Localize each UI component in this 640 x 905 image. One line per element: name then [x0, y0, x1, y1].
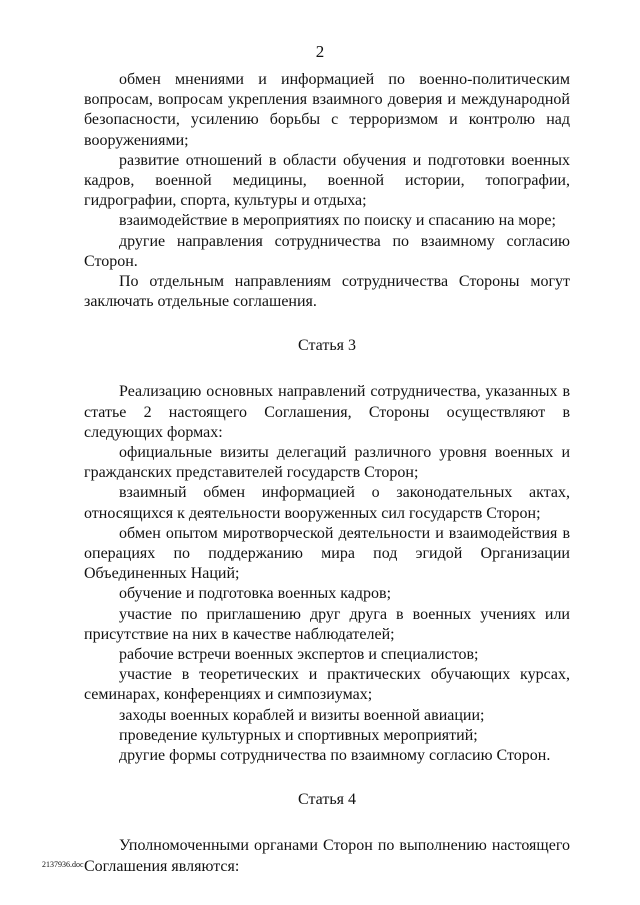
- paragraph: развитие отношений в области обучения и подготовки военных кадров, военной медицины, военной истории, топографии, гидрографии, спорта, культуры и отдыха;: [84, 151, 570, 210]
- paragraph: взаимный обмен информацией о законодательных актах, относящихся к деятельности вооруженных сил государств Сторон;: [84, 484, 570, 522]
- paragraph: рабочие встречи военных экспертов и специалистов;: [119, 646, 479, 664]
- paragraph: обмен мнениями и информацией по военно-политическим вопросам, вопросам укрепления взаимного доверия и международной безопасности, усилению борьбы с терроризмом и контролю над вооружениями;: [84, 71, 570, 149]
- footer-doc-id: 2137936.doc: [42, 860, 84, 869]
- paragraph: заходы военных кораблей и визиты военной авиации;: [119, 706, 485, 724]
- paragraph: проведение культурных и спортивных мероприятий;: [119, 726, 478, 744]
- article-4-heading: Статья 4: [298, 791, 356, 809]
- document-body: [84, 70, 570, 877]
- paragraph: Реализацию основных направлений сотрудничества, указанных в статье 2 настоящего Соглашения, Стороны осуществляют в следующих формах:: [84, 383, 570, 441]
- paragraph: взаимодействие в мероприятиях по поиску и спасанию на море;: [119, 212, 556, 230]
- paragraph: обучение и подготовка военных кадров;: [119, 585, 392, 603]
- paragraph: По отдельным направлениям сотрудничества Стороны могут заключать отдельные соглашения.: [84, 273, 570, 311]
- paragraph: обмен опытом миротворческой деятельности и взаимодействия в операциях по поддержанию мира под эгидой Организации Объединенных Наций;: [84, 524, 570, 583]
- article-4-body: [84, 836, 570, 876]
- page-number: 2: [315, 42, 325, 61]
- article-3-heading: Статья 3: [298, 337, 356, 355]
- paragraph: другие направления сотрудничества по взаимному согласию Сторон.: [84, 232, 570, 270]
- paragraph: другие формы сотрудничества по взаимному согласию Сторон.: [119, 747, 551, 765]
- article-3-body: [84, 382, 570, 766]
- paragraph: участие в теоретических и практических обучающих курсах, семинарах, конференциях и симпозиумах;: [84, 666, 570, 704]
- paragraph: Уполномоченными органами Сторон по выполнению настоящего Соглашения являются:: [84, 837, 570, 875]
- paragraph: участие по приглашению друг друга в военных учениях или присутствие на них в качестве наблюдателей;: [84, 605, 570, 643]
- paragraph: официальные визиты делегаций различного уровня военных и гражданских представителей государств Сторон;: [84, 444, 570, 482]
- section-top: [84, 70, 570, 312]
